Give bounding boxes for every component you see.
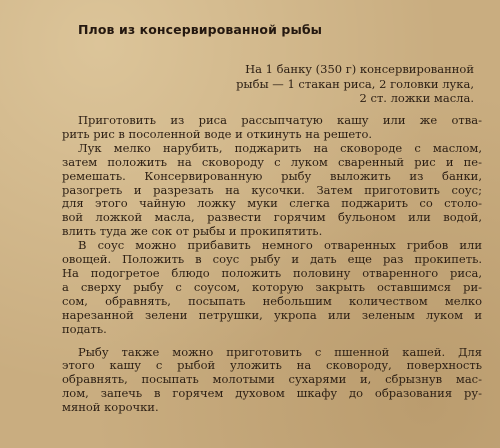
text-line: затем положить на сковороду с луком сваренный рис и пе- (62, 154, 482, 169)
text-line: подать. (62, 321, 107, 336)
recipe-instructions (62, 114, 482, 415)
text-line: Лук мелко нарубить, поджарить на сковороде с маслом, (78, 140, 482, 155)
text-line: На подогретое блюдо положить половину отваренного риса, (62, 265, 482, 280)
text-line: Рыбу также можно приготовить с пшенной кашей. Для (78, 344, 482, 359)
text-line: а сверху рыбу с соусом, которую закрыть оставшимся ри- (62, 279, 482, 294)
ingredients-line: рыбы — 1 стакан риса, 2 головки лука, (236, 76, 474, 91)
text-line: рить рис в посоленной воде и откинуть на решето. (62, 126, 373, 141)
text-line: нарезанной зелени петрушки, укропа или зеленым луком и (62, 307, 482, 322)
ingredients-line: На 1 банку (350 г) консервированной (245, 62, 474, 76)
text-line: влить туда же сок от рыбы и прокипятить. (62, 224, 323, 239)
text-line: вой ложкой масла, развести горячим бульоном или водой, (62, 210, 482, 225)
text-line: овощей. Положить в соус рыбу и дать еще раз прокипеть. (62, 252, 482, 267)
text-line: ремешать. Консервированную рыбу выложить из банки, (62, 168, 482, 183)
text-line: мяной корочки. (62, 400, 159, 415)
paragraph-onion-sauce (62, 142, 482, 239)
text-line: лом, запечь в горячем духовом шкафу до образования ру- (62, 386, 482, 401)
text-line: В соус можно прибавить немного отваренных грибов или (78, 238, 482, 253)
text-line: для этого чайную ложку муки слегка поджарить со столо- (62, 196, 482, 211)
paragraph-millet-variant (62, 346, 482, 416)
ingredients-line: 2 ст. ложки масла. (359, 91, 474, 105)
ingredients-block (204, 62, 474, 106)
recipe-title: Плов из консервированной рыбы (78, 22, 323, 37)
text-line: разогреть и разрезать на кусочки. Затем приготовить соус; (62, 182, 482, 197)
paragraph-serving (62, 239, 482, 336)
text-line: Приготовить из риса рассыпчатую кашу или же отва- (78, 113, 482, 127)
text-line: этого кашу с рыбой уложить на сковороду, поверхность (62, 358, 482, 373)
paragraph-rice (62, 114, 482, 142)
text-line: обравнять, посыпать молотыми сухарями и, сбрызнув мас- (62, 372, 482, 387)
text-line: сом, обравнять, посыпать небольшим количеством мелко (62, 293, 482, 308)
